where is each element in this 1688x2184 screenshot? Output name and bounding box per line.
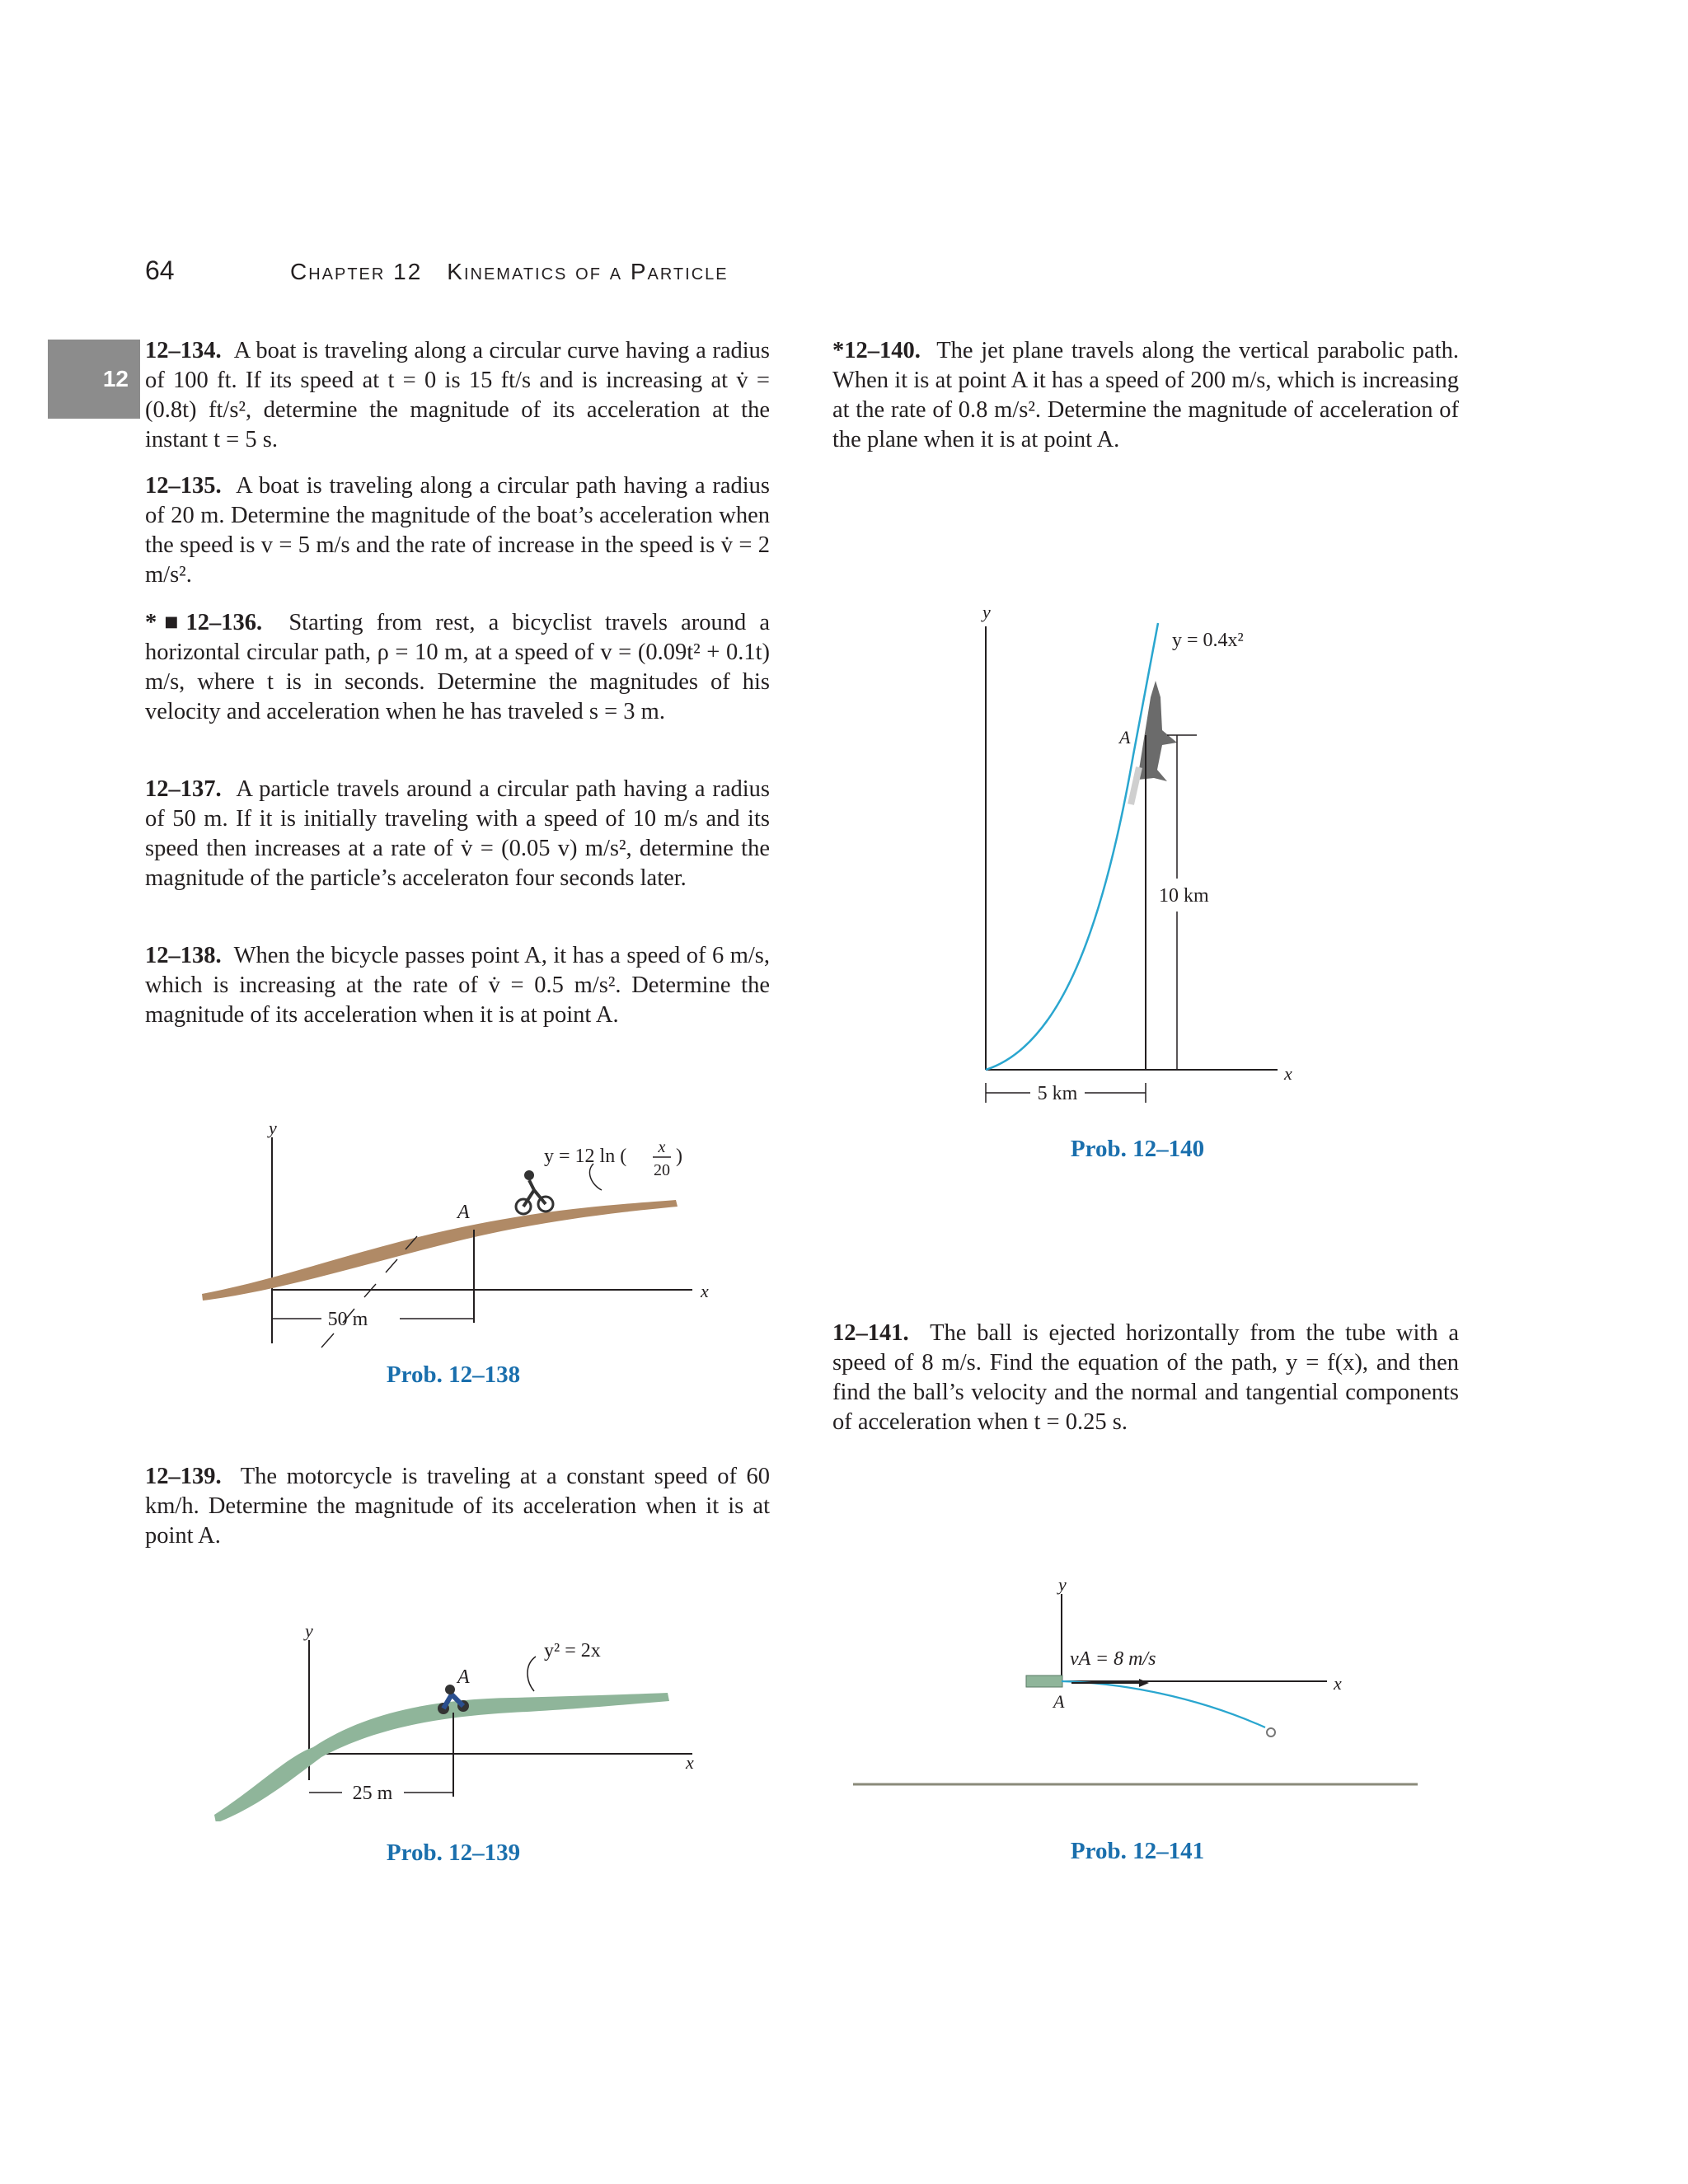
axis-y-label: y — [269, 1121, 277, 1138]
problem-12-134 — [145, 336, 770, 455]
problem-12-135 — [145, 471, 770, 590]
caption-12-141: Prob. 12–141 — [1070, 1838, 1205, 1864]
axis-x-label: x — [1284, 1063, 1292, 1084]
axis-y-label: y — [1058, 1574, 1067, 1595]
axis-y-label: y — [305, 1624, 313, 1641]
point-a-label: A — [1053, 1691, 1065, 1712]
path-equation: y = 0.4x² — [1172, 630, 1244, 651]
dimension-vertical: 10 km — [1159, 885, 1209, 907]
axis-x-label: x — [701, 1281, 709, 1301]
path-equation: y² = 2x — [544, 1640, 601, 1661]
caption-12-139: Prob. 12–139 — [386, 1840, 521, 1866]
path-equation: y = 12 ln ( — [544, 1146, 627, 1167]
jet-plane-icon — [1131, 681, 1177, 804]
problem-12-139 — [145, 1462, 770, 1551]
figure-12-139 — [198, 1624, 725, 1821]
problem-number: 12–135. — [145, 473, 222, 499]
page-number: 64 — [145, 255, 175, 285]
problem-number: 12–138. — [145, 943, 222, 968]
problem-number: *■12–136. — [145, 610, 263, 635]
velocity-label: vA = 8 m/s — [1070, 1648, 1156, 1670]
problem-number: 12–137. — [145, 776, 222, 802]
figure-12-138 — [190, 1121, 717, 1368]
problem-number: 12–134. — [145, 338, 222, 363]
point-a-label: A — [457, 1202, 470, 1223]
problem-12-138 — [145, 941, 770, 1030]
parabola-path — [986, 623, 1158, 1070]
axis-x-label: x — [686, 1752, 694, 1773]
ball-trajectory — [1062, 1681, 1265, 1727]
axis-y-label: y — [982, 602, 991, 622]
bicyclist-icon — [516, 1170, 553, 1214]
figure-12-141 — [849, 1574, 1426, 1821]
problem-12-141 — [832, 1319, 1459, 1437]
fraction-numerator: x — [658, 1138, 666, 1156]
point-a-label: A — [457, 1666, 470, 1688]
problem-text: The motorcycle is traveling at a constant speed of 60 km/h. Determine the magnitude of its acceleration when it is at point A. — [145, 1464, 770, 1549]
problem-text: A particle travels around a circular path having a radius of 50 m. If it is initially traveling with a speed of 10 m/s and its speed then increases at a rate of v̇ = (0.05 v) m/s², determine the magnitude of the particle’s acceleraton four seconds later. — [145, 776, 771, 891]
problem-text: A boat is traveling along a circular path having a radius of 20 m. Determine the magnitude of the boat’s acceleration when the speed is v = 5 m/s and the rate of increase in the speed is v̇ = 2 m/s². — [145, 473, 770, 588]
problem-text: Starting from rest, a bicyclist travels around a horizontal circular path, ρ = 10 m, at a speed of v = (0.09t² + 0.1t) m/s, where t is in seconds. Determine the magnitudes of his velocity and acceleration when he has traveled s = 3 m. — [145, 610, 771, 724]
chapter-tab: 12 — [48, 340, 140, 419]
problem-12-140 — [832, 336, 1459, 455]
axis-x-label: x — [1334, 1673, 1342, 1694]
equation-close-paren: ) — [676, 1146, 682, 1167]
problem-text: A boat is traveling along a circular curve having a radius of 100 ft. If its speed at t = 0 is 15 ft/s and is increasing at v̇ = (0.8t) ft/s², determine the magnitude of its acceleration at the instant t = 5 s. — [145, 338, 770, 452]
chapter-title: Kinematics of a Particle — [447, 259, 729, 284]
problem-number: 12–139. — [145, 1464, 222, 1489]
running-header — [290, 259, 729, 285]
fraction-denominator: 20 — [654, 1161, 670, 1179]
problem-12-137 — [145, 775, 770, 893]
dimension-label: 25 m — [352, 1783, 393, 1804]
dimension-horizontal: 5 km — [1037, 1083, 1078, 1104]
problem-number: 12–141. — [832, 1320, 909, 1346]
problem-text: When the bicycle passes point A, it has a speed of 6 m/s, which is increasing at the rate of v̇ = 0.5 m/s². Determine the magnitude of its acceleration when it is at point A. — [145, 943, 771, 1028]
tube-icon — [1026, 1675, 1062, 1687]
chapter-label: Chapter 12 — [290, 259, 423, 284]
problem-text: The jet plane travels along the vertical parabolic path. When it is at point A it has a speed of 200 m/s, which is increasing at the rate of 0.8 m/s². Determine the magnitude of acceleration of the plane when it is at point A. — [832, 338, 1460, 452]
problem-number: *12–140. — [832, 338, 921, 363]
dimension-label: 50 m — [327, 1309, 368, 1330]
problem-text: The ball is ejected horizontally from the tube with a speed of 8 m/s. Find the equation of the path, y = f(x), and then find the ball’s velocity and the normal and tangential components of acceleration when t = 0.25 s. — [832, 1320, 1459, 1435]
problem-12-136 — [145, 608, 770, 727]
caption-12-140: Prob. 12–140 — [1070, 1136, 1205, 1162]
caption-12-138: Prob. 12–138 — [386, 1361, 521, 1388]
ball-icon — [1267, 1728, 1275, 1736]
point-a-label: A — [1119, 727, 1131, 748]
ground-path — [202, 1200, 678, 1301]
figure-12-140 — [956, 598, 1319, 1109]
